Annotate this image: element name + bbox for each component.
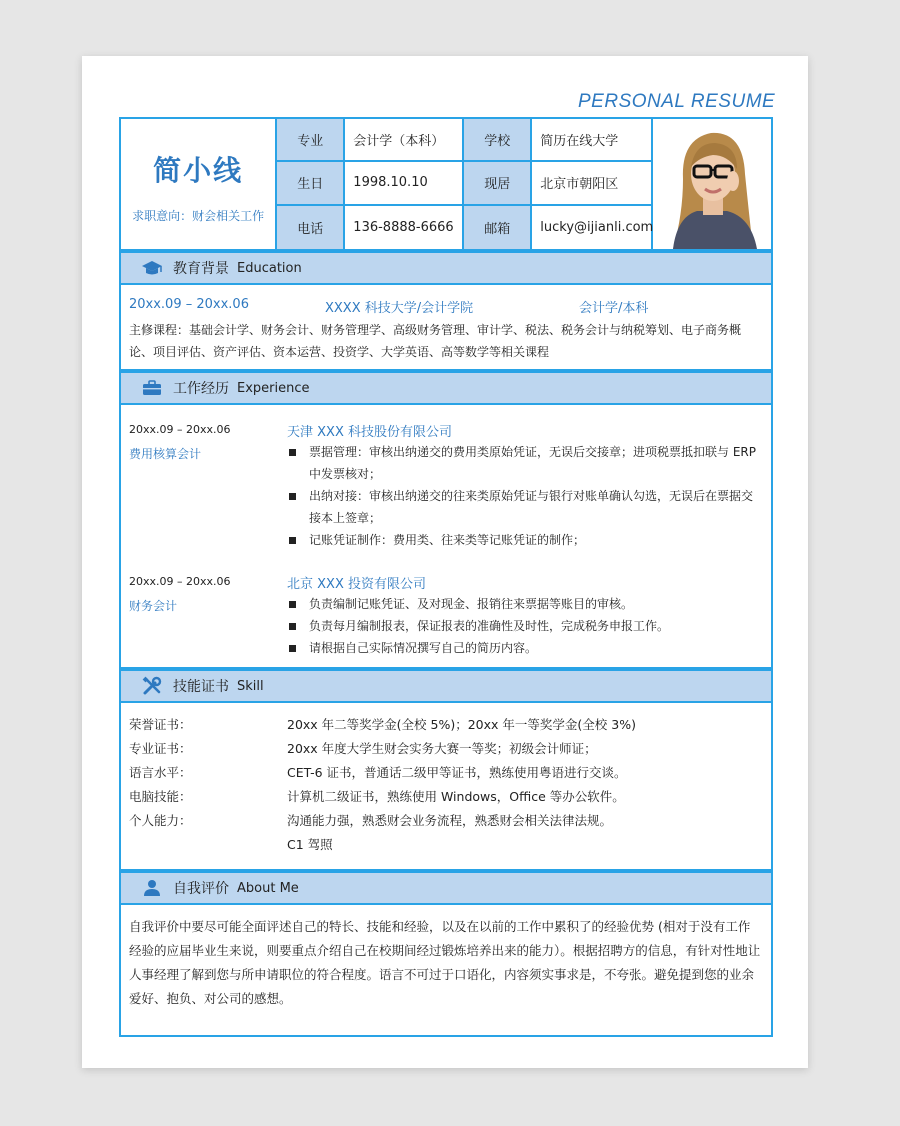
list-item	[129, 737, 763, 761]
job-date: 20xx.09 – 20xx.06	[129, 575, 231, 588]
list-item	[129, 713, 763, 737]
skill-label: 专业证书：	[129, 741, 192, 756]
info-value: 会计学（本科）	[345, 119, 464, 162]
experience-body	[119, 405, 773, 669]
list-item: 负责编制记账凭证、及对现金、报销往来票据等账目的审核。	[287, 593, 759, 615]
section-title-en: Experience	[237, 380, 310, 396]
info-value: lucky@ijianli.com	[532, 206, 653, 249]
resume-title: PERSONAL RESUME	[578, 91, 776, 112]
section-title: 教育背景	[173, 261, 229, 277]
job-duties	[287, 593, 759, 659]
skill-value: 20xx 年度大学生财会实务大赛一等奖；初级会计师证；	[287, 741, 597, 756]
info-label: 生日	[277, 162, 345, 205]
skill-value: 沟通能力强，熟悉财会业务流程，熟悉财会相关法律法规。	[287, 813, 613, 828]
list-item: 票据管理：审核出纳递交的费用类原始凭证，无误后交接章；进项税票抵扣联与 ERP 中发票核对；	[287, 441, 759, 485]
education-body	[119, 285, 773, 371]
info-value: 北京市朝阳区	[532, 162, 653, 205]
skill-body	[119, 703, 773, 871]
education-school: XXXX 科技大学/会计学院	[325, 301, 474, 316]
list-item: 出纳对接：审核出纳递交的往来类原始凭证与银行对账单确认勾选，无误后在票据交接本上签章；	[287, 485, 759, 529]
skill-label: 荣誉证书：	[129, 717, 192, 732]
info-value: 1998.10.10	[345, 162, 464, 205]
skill-value: CET-6 证书，普通话二级甲等证书，熟练使用粤语进行交谈。	[287, 765, 627, 780]
person-icon	[141, 878, 163, 898]
skill-label: 个人能力：	[129, 813, 192, 828]
education-date: 20xx.09 – 20xx.06	[129, 297, 249, 312]
info-label: 现居	[464, 162, 532, 205]
list-item: 请根据自己实际情况撰写自己的简历内容。	[287, 637, 759, 659]
briefcase-icon	[141, 378, 163, 398]
info-label: 学校	[464, 119, 532, 162]
skill-label	[129, 833, 287, 857]
list-item	[129, 761, 763, 785]
info-grid	[277, 119, 653, 249]
job-company: 天津 XXX 科技股份有限公司	[287, 425, 452, 440]
job-position: 财务会计	[129, 599, 178, 613]
profile-photo	[653, 119, 771, 249]
section-title: 自我评价	[173, 881, 229, 897]
list-item: 记账凭证制作：费用类、往来类等记账凭证的制作；	[287, 529, 759, 551]
section-title-en: Education	[237, 260, 302, 276]
list-item	[129, 809, 763, 833]
info-label: 电话	[277, 206, 345, 249]
job-position: 费用核算会计	[129, 447, 202, 461]
info-label: 专业	[277, 119, 345, 162]
info-label: 邮箱	[464, 206, 532, 249]
skill-list	[129, 713, 763, 857]
tools-icon	[141, 676, 163, 696]
list-item: 负责每月编制报表，保证报表的准确性及时性，完成税务申报工作。	[287, 615, 759, 637]
about-body	[119, 905, 773, 1037]
section-header-experience	[119, 371, 773, 405]
education-major: 会计学/本科	[579, 301, 649, 316]
section-title: 工作经历	[173, 381, 229, 397]
section-title-en: About Me	[237, 880, 299, 896]
list-item	[129, 833, 763, 857]
section-header-skill	[119, 669, 773, 703]
education-courses: 主修课程：基础会计学、财务会计、财务管理学、高级财务管理、审计学、税法、税务会计与纳税筹划、电子商务概论、项目评估、资产评估、资本运营、投资学、大学英语、高等数学等相关课程	[129, 323, 742, 359]
job-date: 20xx.09 – 20xx.06	[129, 423, 231, 436]
skill-label: 电脑技能：	[129, 789, 192, 804]
job-duties	[287, 441, 759, 551]
section-title: 技能证书	[173, 679, 229, 695]
education-row	[129, 297, 763, 317]
name-box	[121, 119, 277, 249]
skill-value: 20xx 年二等奖学金(全校 5%)；20xx 年一等奖学金(全校 3%)	[287, 717, 636, 732]
list-item	[129, 785, 763, 809]
skill-value: 计算机二级证书，熟练使用 Windows，Office 等办公软件。	[287, 789, 625, 804]
section-header-about	[119, 871, 773, 905]
section-header-education	[119, 251, 773, 285]
graduation-cap-icon	[141, 258, 163, 278]
candidate-name: 简小线	[153, 154, 244, 187]
job-company: 北京 XXX 投资有限公司	[287, 577, 426, 592]
section-title-en: Skill	[237, 678, 264, 694]
skill-label: 语言水平：	[129, 765, 192, 780]
about-text: 自我评价中要尽可能全面评述自己的特长、技能和经验，以及在以前的工作中累积了的经验优势 (相对于没有工作经验的应届毕业生来说，则要重点介绍自己在校期间经过锻炼培养出来的能力）。根据招聘方的信息，有针对性地让人事经理了解到您与所申请职位的符合程度。语言不可过于口语化，内容须实事求是，不夸张。避免提到您的业余爱好、抱负、对公司的感想。	[129, 919, 761, 1006]
info-value: 136-8888-6666	[345, 206, 464, 249]
profile-header	[119, 117, 773, 251]
job-intent: 求职意向：财会相关工作	[132, 209, 265, 223]
info-value: 简历在线大学	[532, 119, 653, 162]
skill-value: C1 驾照	[287, 837, 333, 852]
